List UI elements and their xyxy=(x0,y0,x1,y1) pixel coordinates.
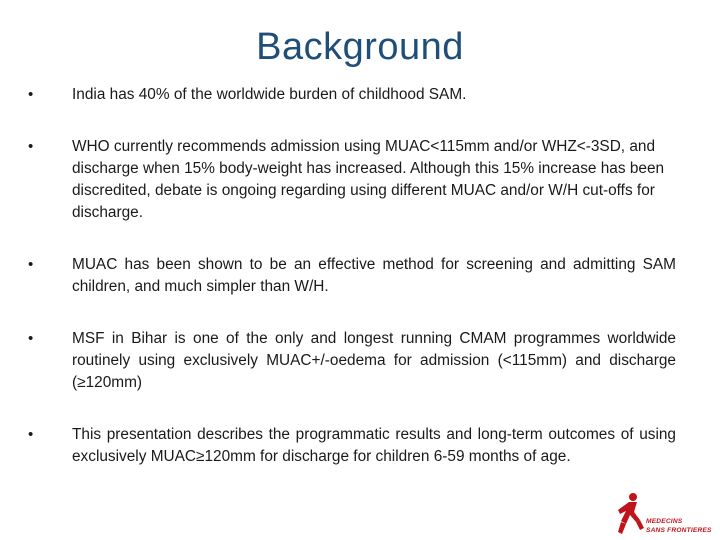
bullet-item xyxy=(28,328,676,394)
msf-logo xyxy=(612,490,710,538)
bullet-marker: • xyxy=(28,426,34,443)
bullet-item xyxy=(28,84,676,106)
bullet-text: India has 40% of the worldwide burden of childhood SAM. xyxy=(72,86,467,103)
logo-line-1: MEDECINS xyxy=(646,518,683,525)
logo-line-2: SANS FRONTIERES xyxy=(646,527,712,534)
bullet-list xyxy=(28,84,676,498)
bullet-item xyxy=(28,136,676,224)
bullet-text: This presentation describes the programmatic results and long-term outcomes of using exclusively MUAC≥120mm for discharge for children 6-59 months of age. xyxy=(72,426,676,465)
bullet-marker: • xyxy=(28,256,34,273)
msf-running-figure-icon xyxy=(612,490,646,536)
bullet-text: MUAC has been shown to be an effective method for screening and admitting SAM children, and much simpler than W/H. xyxy=(72,256,676,295)
bullet-marker: • xyxy=(28,86,34,103)
bullet-marker: • xyxy=(28,330,34,347)
slide-title: Background xyxy=(256,26,464,68)
bullet-text: MSF in Bihar is one of the only and longest running CMAM programmes worldwide routinely using exclusively MUAC+/-oedema for admission (<115mm) and discharge (≥120mm) xyxy=(72,330,676,391)
bullet-text: WHO currently recommends admission using MUAC<115mm and/or WHZ<-3SD, and discharge when 15% body-weight has increased. Although this 15% increase has been discredited, debate is ongoing regarding using different MUAC and/or W/H cut-offs for discharge. xyxy=(72,138,665,221)
bullet-item xyxy=(28,424,676,468)
bullet-item xyxy=(28,254,676,298)
bullet-marker: • xyxy=(28,138,34,155)
